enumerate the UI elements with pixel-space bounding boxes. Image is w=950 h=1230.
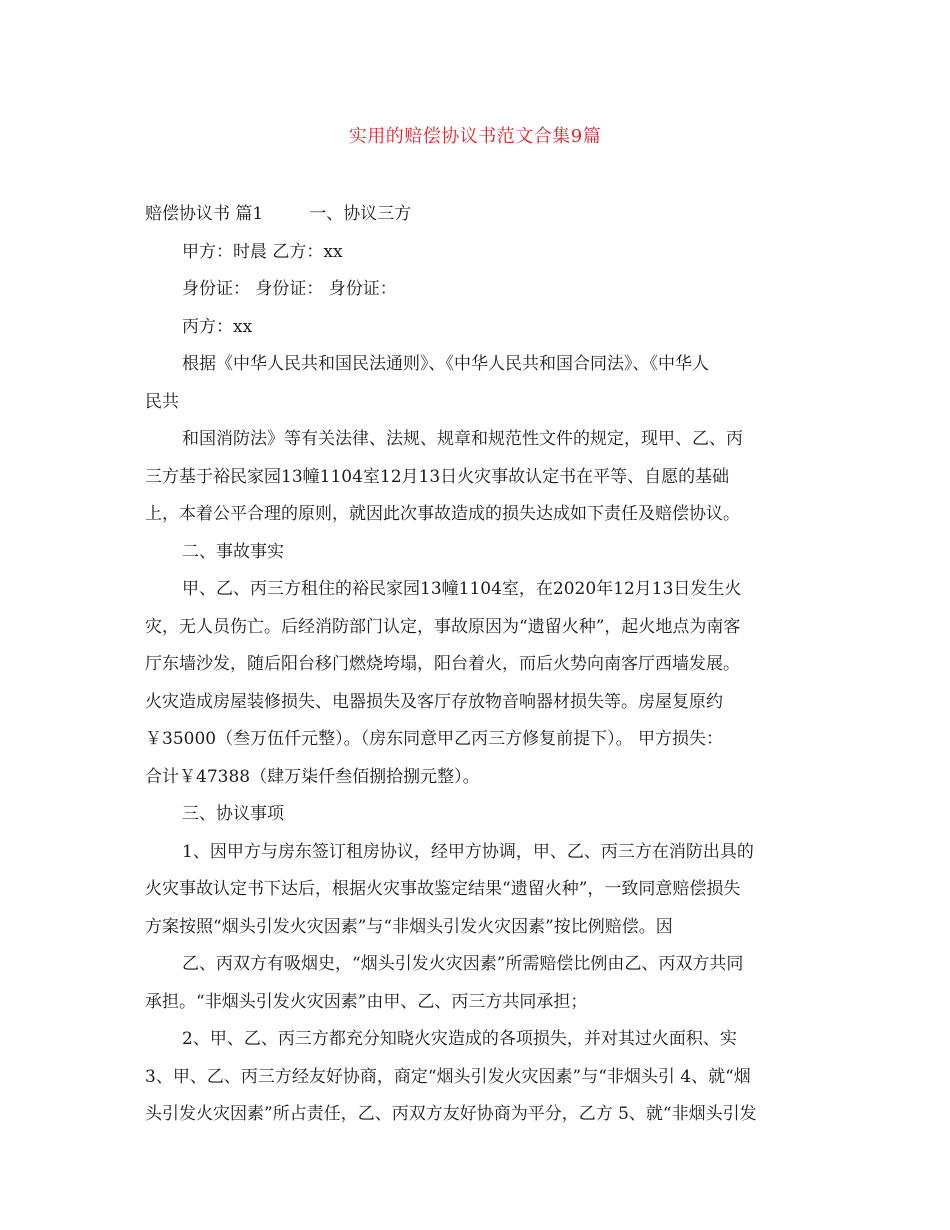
text-line: 头引发火灾因素”所占责任，乙、丙双方友好协商为平分，乙方 5、就“非烟头引发 <box>145 1104 757 1124</box>
section-heading-line <box>145 196 815 234</box>
text-line: 火灾事故认定书下达后，根据火灾事故鉴定结果“遗留火种”，一致同意赔偿损失 <box>145 879 741 899</box>
text-line: 丙方：xx <box>182 316 253 337</box>
text-line: 甲、乙、丙三方租住的裕民家园13幢1104室，在2020年12月13日发生火 <box>182 579 742 599</box>
text-line: 1、因甲方与房东签订租房协议，经甲方协调，甲、乙、丙三方在消防出具的 <box>182 841 754 862</box>
text-line: 3、甲、乙、丙三方经友好协商，商定“烟头引发火灾因素”与“非烟头引 4、就“烟 <box>145 1066 751 1087</box>
text-line: 火灾造成房屋装修损失、电器损失及客厅存放物音响器材损失等。房屋复原约 <box>145 691 723 712</box>
document-body <box>145 196 815 1134</box>
text-line: 和国消防法》等有关法律、法规、规章和规范性文件的规定，现甲、乙、丙 <box>182 429 743 449</box>
text-line: 三方基于裕民家园13幢1104室12月13日火灾事故认定书在平等、自愿的基础 <box>145 466 730 487</box>
text-line: 方案按照“烟头引发火灾因素”与“非烟头引发火灾因素”按比例赔偿。因 <box>145 916 673 937</box>
text-line: 灾，无人员伤亡。后经消防部门认定，事故原因为“遗留火种”，起火地点为南客 <box>145 616 741 637</box>
text-line: 上，本着公平合理的原则，就因此次事故造成的损失达成如下责任及赔偿协议。 <box>145 504 740 524</box>
text-line: 根据《中华人民共和国民法通则》、《中华人民共和国合同法》、《中华人 <box>182 354 709 374</box>
text-line: 合计￥47388（肆万柒仟叁佰捌拾捌元整）。 <box>145 766 480 787</box>
text-line: ￥35000（叁万伍仟元整）。（房东同意甲乙丙三方修复前提下）。 甲方损失： <box>145 729 723 749</box>
text-line: 民共 <box>145 391 179 412</box>
parties-heading: 一、协议三方 <box>309 204 412 224</box>
text-line: 甲方：时晨 乙方：xx <box>182 241 343 262</box>
text-line: 乙、丙双方有吸烟史，“烟头引发火灾因素”所需赔偿比例由乙、丙双方共同 <box>182 954 744 974</box>
subheading-line: 三、协议事项 <box>182 804 284 824</box>
text-line: 2、甲、乙、丙三方都充分知晓火灾造成的各项损失，并对其过火面积、实 <box>182 1029 737 1049</box>
document-title: 实用的赔偿协议书范文合集9篇 <box>348 126 602 147</box>
text-line: 厅东墙沙发，随后阳台移门燃烧垮塌，阳台着火，而后火势向南客厅西墙发展。 <box>145 654 740 674</box>
subheading-line: 二、事故事实 <box>182 541 284 562</box>
text-line: 身份证： 身份证： 身份证： <box>182 279 397 299</box>
text-line: 承担。“非烟头引发火灾因素”由甲、乙、丙三方共同承担； <box>145 991 588 1012</box>
section-heading: 赔偿协议书 篇1 <box>145 204 264 224</box>
